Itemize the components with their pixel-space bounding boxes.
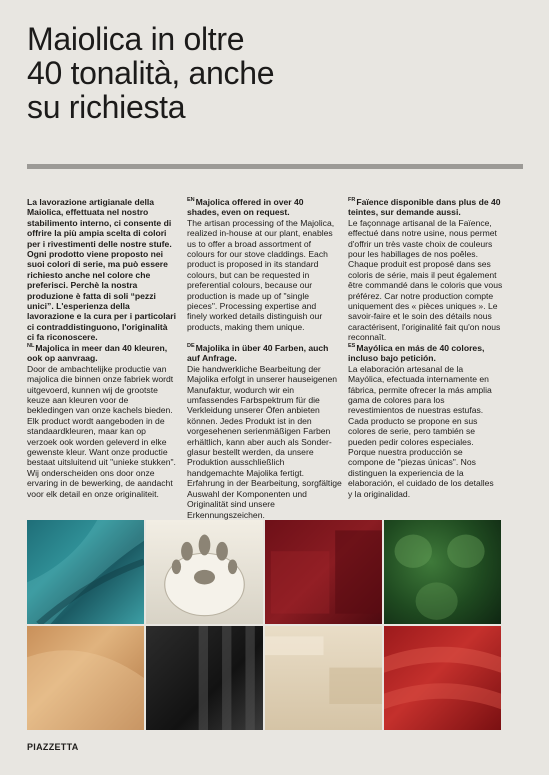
fr-text: Le façonnage artisanal de la Faïence, effectué dans notre usine, nous permet d'offrir un très vaste choix de couleurs pour les habillages de nos poêles. Chaque produit est proposé dans ses coloris de série, mais il peut également être commandé dans le coloris que vous préférez. Car notre production compte uniquement des « pièces uniques ». Le savoir-faire et le soin des détails nous caractérisent, l'originalité fait qu'on nous reconnaît. [348,217,503,343]
section-en [187,197,337,332]
de-text: Die handwerkliche Bearbeitung der Majolika erfolgt in unserer hauseigenen Manufaktur, wodurch wir ein umfassendes Farbspektrum für die Verkleidung unserer Öfen anbieten können. Jedes Produkt ist in den vorgesehenen serienmäßigen Farben erhältlich, kann aber auch als Sonder-glasur bestellt werden, da unsere Produktion ausschließlich handgemachte Majolika fertigt. Erfahrung in der Bearbeitung, sorgfältige Auswahl der Komponenten und Originalität sind unsere Erkennungszeichen. [187,363,342,520]
section-fr [348,197,503,343]
nl-text: Door de ambachtelijke productie van majolica die binnen onze fabriek wordt uitgevoerd, kunnen wij de grootste keuze aan kleuren voor de bekledingen van onze kachels bieden. Elk product wordt aangeboden in de standaardkleuren, maar kan op verzoek ook worden geleverd in elke gewenste kleur. Want onze productie bestaat uitsluitend uit "unieke stukken". Wij onderscheiden ons door onze ervaring in de bewerking, de aandacht voor elk detail en onze originaliteit. [27,363,176,499]
title-line-3: su richiesta [27,89,186,125]
divider [27,164,523,169]
fr-tag: FR [348,197,356,204]
section-es [348,343,500,499]
de-tag: DE [187,343,195,350]
es-text: La elaboración artesanal de la Mayólica, efectuada internamente en fábrica, permite ofrecer la más amplia gama de colores para los revestimientos de nuestras estufas. Cada producto se propone en sus colores de serie, pero también se pueden pedir colores especiales. Porque nuestra producción se compone de "piezas únicas". Nos distinguen la experiencia de la elaboración, el cuidado de los detalles y la originalidad. [348,363,494,499]
green-majolica-photo [384,520,501,624]
section-it [27,197,177,343]
de-heading: Majolika in über 40 Farben, auch auf Anfrage. [187,343,329,364]
nl-heading: Majolica in meer dan 40 kleuren, ook op aanvraag. [27,343,168,364]
es-heading: Mayólica en más de 40 colores, incluso bajo petición. [348,343,485,364]
black-majolica-photo [146,626,263,730]
burgundy-majolica-photo [265,520,382,624]
white-majolica-photo [146,520,263,624]
page-title [27,22,447,124]
ochre-majolica-photo [27,626,144,730]
fr-heading: Faïence disponible dans plus de 40 teintes, sur demande aussi. [348,197,501,218]
red-majolica-photo [384,626,501,730]
nl-tag: NL [27,343,35,350]
title-line-2: 40 tonalità, anche [27,55,275,91]
it-text: La lavorazione artigianale della Maiolica, effettuata nel nostro stabilimento interno, ci consente di offrire la più ampia scelta di colori per i rivestimenti delle nostre stufe. Ogni prodotto viene proposto nei suoi colori di serie, ma può essere richiesto anche nel colore che preferisci. Perchè la nostra produzione è fatta di soli “pezzi unici”. L'esperienza della lavorazione e la cura per i particolari ci contraddistinguono, l'originalità ci fa riconoscere. [27,197,177,343]
section-de [187,343,342,520]
en-heading: Majolica offered in over 40 shades, even on request. [187,197,304,218]
en-tag: EN [187,197,195,204]
title-line-1: Maiolica in oltre [27,21,245,57]
teal-majolica-photo [27,520,144,624]
es-tag: ES [348,343,356,350]
en-text: The artisan processing of the Majolica, realized in-house at our plant, enables us to offer a broad assortment of colours for our stove claddings. Each product is proposed in its standard colours, but can be requested in preferential colours, because our production is made up of "single pieces". Processing expertise and finely worked details distinguish our products, making them unique. [187,217,335,332]
brand-logo: PIAZZETTA [27,742,79,752]
cream-majolica-photo [265,626,382,730]
section-nl [27,343,177,499]
majolica-photo-grid [27,520,501,730]
